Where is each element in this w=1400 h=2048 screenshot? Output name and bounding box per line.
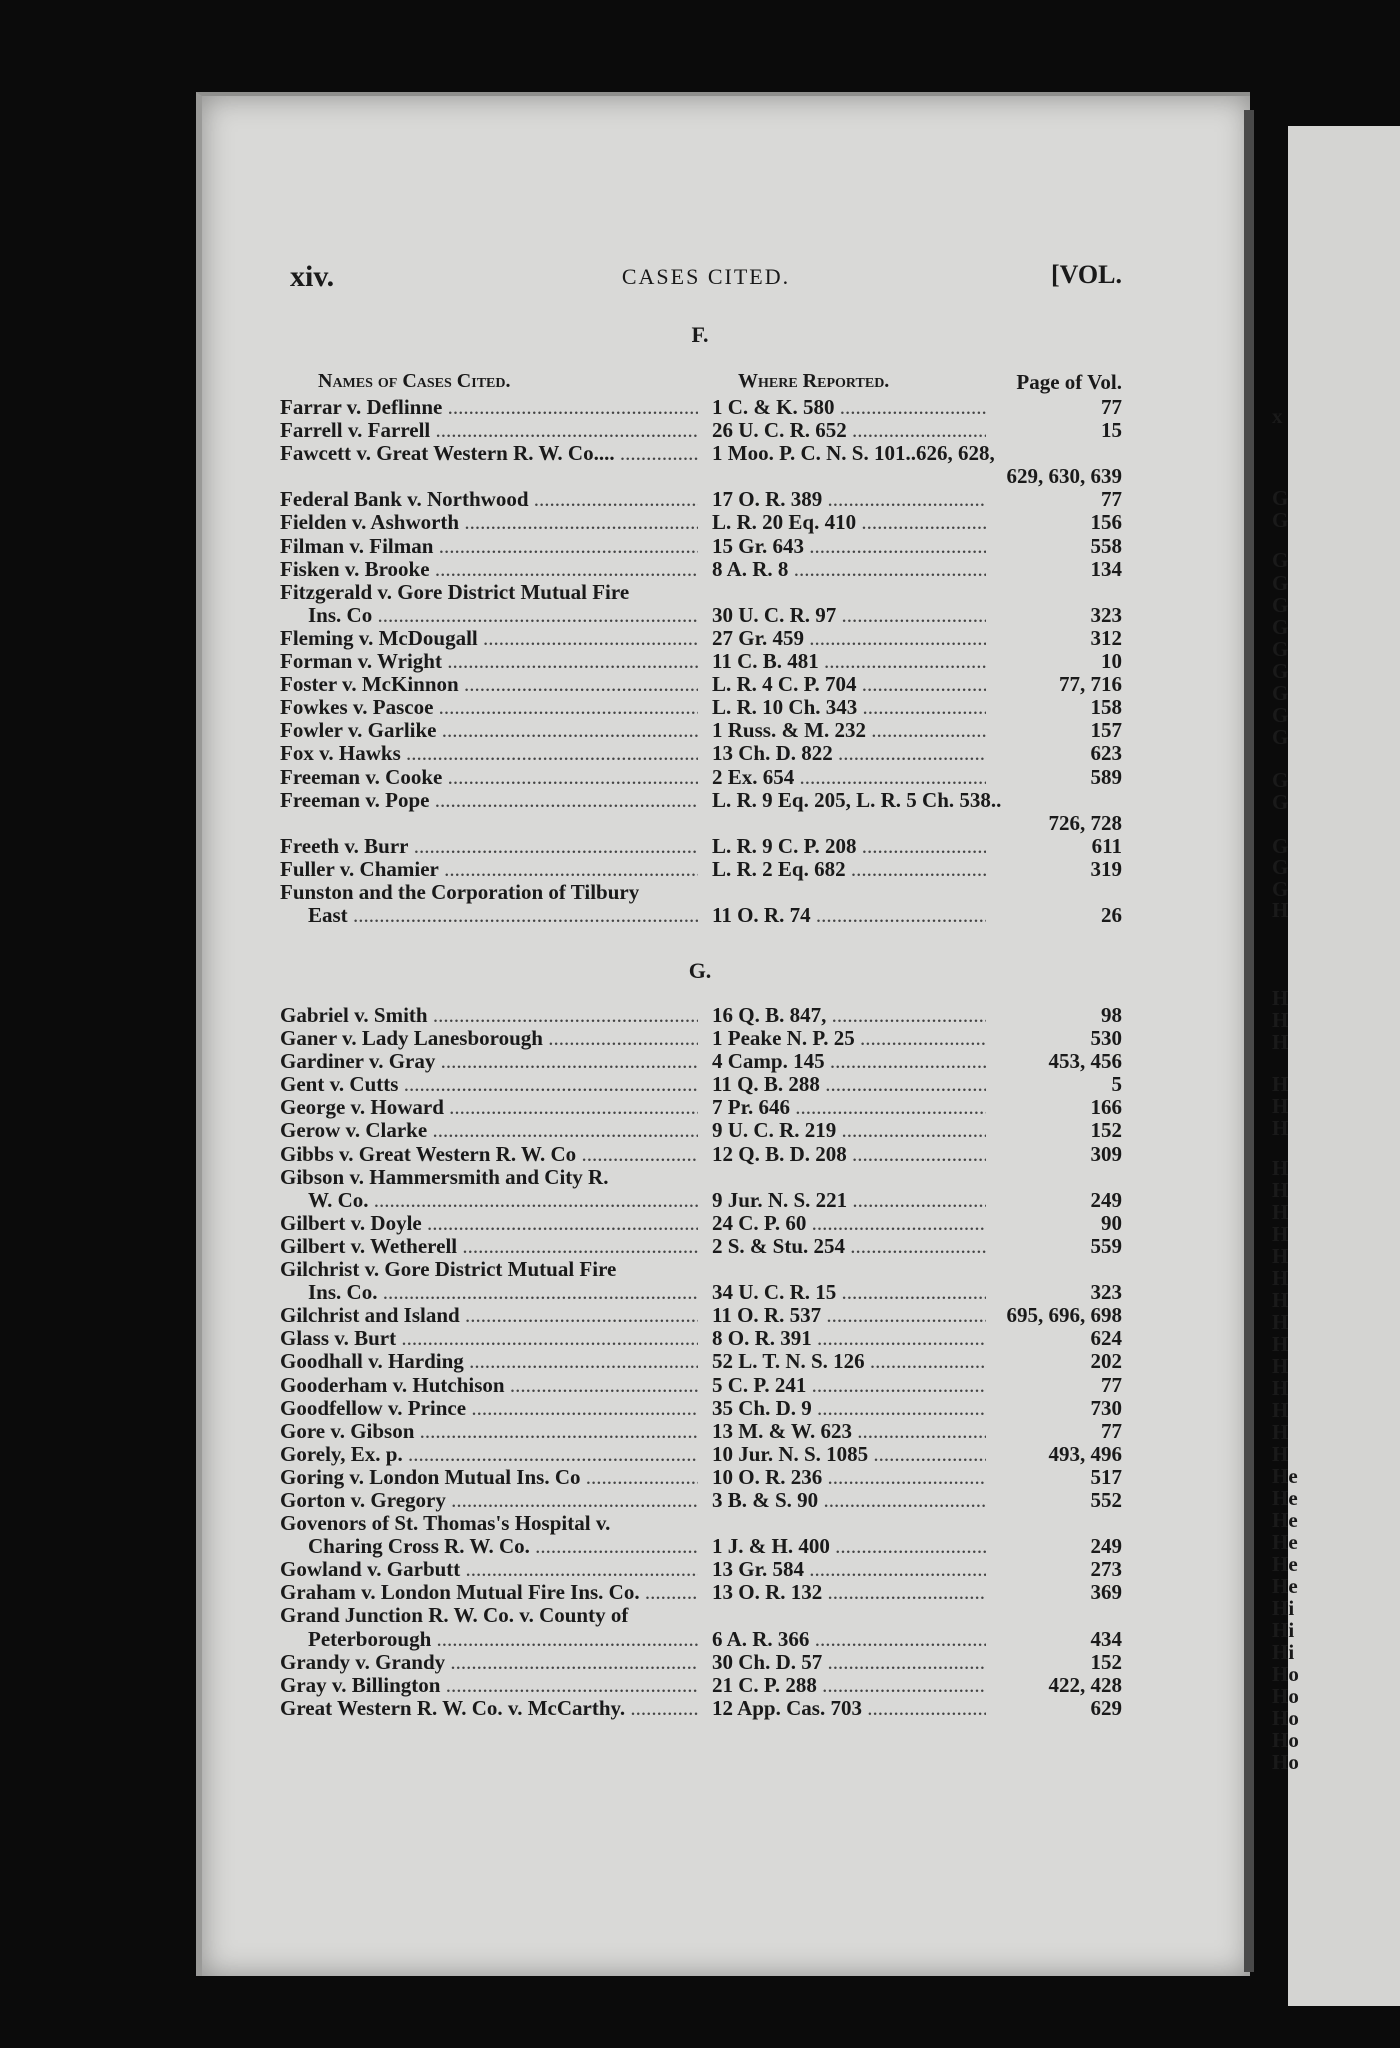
case-name: Gowland v. Garbutt ..... bbox=[280, 1558, 698, 1581]
column-header-names: Names of Cases Cited. bbox=[318, 370, 511, 392]
case-page-ref: 589 bbox=[986, 766, 1122, 789]
case-reported-in: 13 Gr. 584 ..... bbox=[712, 1558, 1062, 1581]
case-reported-in: 11 O. R. 74 ..... bbox=[712, 904, 1062, 927]
case-page-ref: 157 bbox=[986, 719, 1122, 742]
case-entry bbox=[280, 1628, 1122, 1651]
volume-label: [VOL. bbox=[1051, 260, 1122, 289]
case-reported-in: L. R. 2 Eq. 682 ..... bbox=[712, 858, 1062, 881]
case-reported-in: 3 B. & S. 90 ..... bbox=[712, 1489, 1062, 1512]
adjacent-page-glyph: H bbox=[1272, 1332, 1289, 1356]
case-entry bbox=[280, 419, 1122, 442]
cases-list-f bbox=[280, 396, 1122, 927]
case-reported-in: 12 App. Cas. 703 ..... bbox=[712, 1697, 1062, 1720]
case-page-ref: 5 bbox=[986, 1073, 1122, 1096]
adjacent-page-glyph: G bbox=[1272, 548, 1289, 572]
case-page-ref: 158 bbox=[986, 696, 1122, 719]
case-reported-in: L. R. 20 Eq. 410 ..... bbox=[712, 511, 1062, 534]
case-name: Gabriel v. Smith ..... bbox=[280, 1004, 698, 1027]
case-name: Freeman v. Pope ..... bbox=[280, 789, 698, 812]
case-reported-in: 10 Jur. N. S. 1085 ..... bbox=[712, 1443, 1062, 1466]
case-name: Gore v. Gibson ..... bbox=[280, 1420, 698, 1443]
case-reported-in: 10 O. R. 236 ..... bbox=[712, 1466, 1062, 1489]
case-entry bbox=[280, 858, 1122, 881]
case-page-ref: 558 bbox=[986, 535, 1122, 558]
case-reported-in: 24 C. P. 60 ..... bbox=[712, 1212, 1062, 1235]
case-reported-in: 1 J. & H. 400 ..... bbox=[712, 1535, 1062, 1558]
case-name: Fielden v. Ashworth ..... bbox=[280, 511, 698, 534]
case-reported-in: 1 Peake N. P. 25 ..... bbox=[712, 1027, 1062, 1050]
case-entry bbox=[280, 1512, 1122, 1535]
adjacent-page-glyph: He bbox=[1272, 1574, 1298, 1598]
case-page-ref: 434 bbox=[986, 1628, 1122, 1651]
case-entry bbox=[280, 1674, 1122, 1697]
case-entry bbox=[280, 1558, 1122, 1581]
case-page-ref: 77 bbox=[986, 488, 1122, 511]
case-page-ref: 166 bbox=[986, 1096, 1122, 1119]
case-page-ref: 134 bbox=[986, 558, 1122, 581]
case-name: Ganer v. Lady Lanesborough ..... bbox=[280, 1027, 698, 1050]
adjacent-page-glyph: H bbox=[1272, 1420, 1289, 1444]
case-entry bbox=[280, 1235, 1122, 1258]
case-name: Fowler v. Garlike ..... bbox=[280, 719, 698, 742]
case-page-ref: 10 bbox=[986, 650, 1122, 673]
case-page-ref: 152 bbox=[986, 1651, 1122, 1674]
case-reported-in: 52 L. T. N. S. 126 ..... bbox=[712, 1350, 1062, 1373]
cases-list-g bbox=[280, 1004, 1122, 1720]
case-page-ref: 530 bbox=[986, 1027, 1122, 1050]
adjacent-page-glyph: H bbox=[1272, 898, 1289, 922]
adjacent-page-glyph: H bbox=[1272, 1354, 1289, 1378]
case-name: Farrell v. Farrell ..... bbox=[280, 419, 698, 442]
case-entry bbox=[280, 442, 1122, 465]
case-page-ref: 493, 496 bbox=[986, 1443, 1122, 1466]
case-page-ref: 453, 456 bbox=[986, 1050, 1122, 1073]
page-edge bbox=[1244, 110, 1254, 1972]
case-entry bbox=[280, 1489, 1122, 1512]
case-reported-in: 13 M. & W. 623 ..... bbox=[712, 1420, 1062, 1443]
case-reported-in: 8 O. R. 391 ..... bbox=[712, 1327, 1062, 1350]
adjacent-page-glyph: Ho bbox=[1272, 1750, 1299, 1774]
adjacent-page-glyph: H bbox=[1272, 1178, 1289, 1202]
case-entry bbox=[280, 1466, 1122, 1489]
adjacent-page-glyph: G bbox=[1272, 725, 1289, 749]
case-reported-in: 8 A. R. 8 ..... bbox=[712, 558, 1062, 581]
case-name: Goodfellow v. Prince ..... bbox=[280, 1397, 698, 1420]
adjacent-page-glyph: H bbox=[1272, 1156, 1289, 1180]
case-reported-in: 27 Gr. 459 ..... bbox=[712, 627, 1062, 650]
case-name: Govenors of St. Thomas's Hospital v. bbox=[280, 1512, 611, 1536]
adjacent-page-glyph: Ho bbox=[1272, 1706, 1299, 1730]
case-entry bbox=[280, 789, 1122, 812]
adjacent-page-glyph: He bbox=[1272, 1464, 1298, 1488]
case-reported-in: 7 Pr. 646 ..... bbox=[712, 1096, 1062, 1119]
adjacent-page-glyph: Ho bbox=[1272, 1662, 1299, 1686]
adjacent-page-glyph: H bbox=[1272, 1008, 1289, 1032]
case-page-ref: 77 bbox=[986, 396, 1122, 419]
case-page-ref: 323 bbox=[986, 1281, 1122, 1304]
case-entry bbox=[280, 673, 1122, 696]
case-name: Fisken v. Brooke ..... bbox=[280, 558, 698, 581]
section-letter-g: G. bbox=[688, 958, 712, 983]
adjacent-page-glyph: G bbox=[1272, 593, 1289, 617]
column-header-page: Page of Vol. bbox=[1016, 370, 1122, 394]
case-entry bbox=[280, 511, 1122, 534]
adjacent-page-glyph: Hi bbox=[1272, 1618, 1295, 1642]
case-entry bbox=[280, 1212, 1122, 1235]
case-reported-in: 16 Q. B. 847, ..... bbox=[712, 1004, 1062, 1027]
case-reported-in: 9 Jur. N. S. 221 ..... bbox=[712, 1189, 1062, 1212]
case-name: Freeth v. Burr ..... bbox=[280, 835, 698, 858]
case-name: Funston and the Corporation of Tilbury bbox=[280, 880, 640, 904]
case-name: Ins. Co. ..... bbox=[308, 1281, 698, 1304]
adjacent-page-glyph: H bbox=[1272, 1398, 1289, 1422]
case-entry bbox=[280, 1651, 1122, 1674]
adjacent-page-glyph: Ho bbox=[1272, 1728, 1299, 1752]
case-entry bbox=[280, 1604, 1122, 1627]
case-page-ref: 559 bbox=[986, 1235, 1122, 1258]
case-page-ref: 90 bbox=[986, 1212, 1122, 1235]
case-reported-in: 1 Moo. P. C. N. S. 101..626, 628, bbox=[712, 442, 995, 466]
adjacent-page-glyph: Ho bbox=[1272, 1684, 1299, 1708]
adjacent-page-glyph: He bbox=[1272, 1530, 1298, 1554]
case-reported-in: L. R. 4 C. P. 704 ..... bbox=[712, 673, 1062, 696]
adjacent-page-glyph: G bbox=[1272, 637, 1289, 661]
adjacent-page-glyph: H bbox=[1272, 1376, 1289, 1400]
case-name: Peterborough ..... bbox=[308, 1628, 698, 1651]
section-letter-f: F. bbox=[691, 322, 709, 347]
case-page-ref: 309 bbox=[986, 1143, 1122, 1166]
adjacent-page-glyph: Hi bbox=[1272, 1640, 1295, 1664]
case-entry bbox=[280, 1050, 1122, 1073]
case-entry bbox=[280, 1420, 1122, 1443]
case-page-ref: 369 bbox=[986, 1581, 1122, 1604]
case-page-ref: 323 bbox=[986, 604, 1122, 627]
case-name: East ..... bbox=[308, 904, 698, 927]
case-reported-in: 12 Q. B. D. 208 ..... bbox=[712, 1143, 1062, 1166]
case-reported-in: L. R. 9 C. P. 208 ..... bbox=[712, 835, 1062, 858]
adjacent-page-glyph: H bbox=[1272, 1116, 1289, 1140]
case-name: Goodhall v. Harding ..... bbox=[280, 1350, 698, 1373]
case-reported-in: 26 U. C. R. 652 ..... bbox=[712, 419, 1062, 442]
adjacent-page-glyph: G bbox=[1272, 877, 1289, 901]
case-page-ref: 552 bbox=[986, 1489, 1122, 1512]
case-name: Fitzgerald v. Gore District Mutual Fire bbox=[280, 580, 630, 604]
case-reported-in: 6 A. R. 366 ..... bbox=[712, 1628, 1062, 1651]
case-entry bbox=[280, 1443, 1122, 1466]
case-page-ref: 312 bbox=[986, 627, 1122, 650]
adjacent-page-glyph: H bbox=[1272, 1310, 1289, 1334]
case-name: Glass v. Burt ..... bbox=[280, 1327, 698, 1350]
case-reported-in: 21 C. P. 288 ..... bbox=[712, 1674, 1062, 1697]
adjacent-page-glyph: G bbox=[1272, 615, 1289, 639]
case-entry bbox=[280, 696, 1122, 719]
case-reported-in: 17 O. R. 389 ..... bbox=[712, 488, 1062, 511]
case-entry bbox=[280, 1096, 1122, 1119]
case-entry bbox=[280, 1581, 1122, 1604]
case-reported-in: 5 C. P. 241 ..... bbox=[712, 1374, 1062, 1397]
adjacent-page-glyph: G bbox=[1272, 834, 1289, 858]
case-page-ref: 611 bbox=[986, 835, 1122, 858]
adjacent-page-glyph: H bbox=[1272, 1094, 1289, 1118]
case-name: Goring v. London Mutual Ins. Co ..... bbox=[280, 1466, 698, 1489]
case-page-ref: 77, 716 bbox=[986, 673, 1122, 696]
adjacent-page-glyph: H bbox=[1272, 1442, 1289, 1466]
case-reported-in: 2 Ex. 654 ..... bbox=[712, 766, 1062, 789]
case-page-ref: 422, 428 bbox=[986, 1674, 1122, 1697]
case-reported-in: 1 Russ. & M. 232 ..... bbox=[712, 719, 1062, 742]
case-name: Gilchrist and Island ..... bbox=[280, 1304, 698, 1327]
adjacent-page-glyph: H bbox=[1272, 1030, 1289, 1054]
case-entry bbox=[280, 904, 1122, 927]
case-name: Ins. Co ..... bbox=[308, 604, 698, 627]
case-name: Gray v. Billington ..... bbox=[280, 1674, 698, 1697]
adjacent-page-glyph: G bbox=[1272, 768, 1289, 792]
case-name: Gilbert v. Wetherell ..... bbox=[280, 1235, 698, 1258]
case-entry bbox=[280, 1350, 1122, 1373]
case-entry bbox=[280, 558, 1122, 581]
case-name: Gilbert v. Doyle ..... bbox=[280, 1212, 698, 1235]
adjacent-page-glyph: Hi bbox=[1272, 1596, 1295, 1620]
case-page-ref: 98 bbox=[986, 1004, 1122, 1027]
case-name: Fowkes v. Pascoe ..... bbox=[280, 696, 698, 719]
case-name: Fox v. Hawks ..... bbox=[280, 742, 698, 765]
case-entry bbox=[280, 766, 1122, 789]
case-reported-in: 11 O. R. 537 ..... bbox=[712, 1304, 1062, 1327]
case-page-ref: 517 bbox=[986, 1466, 1122, 1489]
case-entry bbox=[280, 1397, 1122, 1420]
column-header-where: Where Reported. bbox=[738, 370, 890, 392]
adjacent-page-glyph: G bbox=[1272, 659, 1289, 683]
case-name: Fuller v. Chamier ..... bbox=[280, 858, 698, 881]
case-entry bbox=[280, 881, 1122, 904]
page-title: CASES CITED. bbox=[621, 264, 791, 289]
case-name: Gerow v. Clarke ..... bbox=[280, 1119, 698, 1142]
case-name: Gibbs v. Great Western R. W. Co ..... bbox=[280, 1143, 698, 1166]
case-page-ref: 249 bbox=[986, 1535, 1122, 1558]
case-name: Gorton v. Gregory ..... bbox=[280, 1489, 698, 1512]
case-name: Graham v. London Mutual Fire Ins. Co. ..... bbox=[280, 1581, 698, 1604]
case-entry bbox=[280, 742, 1122, 765]
case-name: George v. Howard ..... bbox=[280, 1096, 698, 1119]
adjacent-page-glyph: H bbox=[1272, 1244, 1289, 1268]
case-entry bbox=[280, 627, 1122, 650]
adjacent-page-glyph: G bbox=[1272, 508, 1289, 532]
case-name: Great Western R. W. Co. v. McCarthy. ..... bbox=[280, 1697, 698, 1720]
adjacent-page-glyph: He bbox=[1272, 1552, 1298, 1576]
case-name: Grand Junction R. W. Co. v. County of bbox=[280, 1604, 629, 1628]
adjacent-page-glyph: H bbox=[1272, 1200, 1289, 1224]
case-page-ref: 695, 696, 698 bbox=[986, 1304, 1122, 1327]
case-name: Fleming v. McDougall ..... bbox=[280, 627, 698, 650]
case-reported-in: L. R. 10 Ch. 343 ..... bbox=[712, 696, 1062, 719]
case-reported-in: 2 S. & Stu. 254 ..... bbox=[712, 1235, 1062, 1258]
adjacent-page-glyph: He bbox=[1272, 1486, 1298, 1510]
case-reported-in: 11 C. B. 481 ..... bbox=[712, 650, 1062, 673]
case-entry bbox=[280, 604, 1122, 627]
adjacent-page-glyph: H bbox=[1272, 1266, 1289, 1290]
adjacent-page-glyph: G bbox=[1272, 486, 1289, 510]
adjacent-page-glyph: H bbox=[1272, 1288, 1289, 1312]
case-entry bbox=[280, 1189, 1122, 1212]
page-number: xiv. bbox=[290, 260, 335, 293]
case-name: Forman v. Wright ..... bbox=[280, 650, 698, 673]
case-reported-in: 13 Ch. D. 822 ..... bbox=[712, 742, 1062, 765]
case-reported-in: 34 U. C. R. 15 ..... bbox=[712, 1281, 1062, 1304]
adjacent-page-glyph: G bbox=[1272, 571, 1289, 595]
column-headers bbox=[318, 370, 1122, 398]
case-page-ref: 156 bbox=[986, 511, 1122, 534]
case-entry bbox=[280, 1281, 1122, 1304]
case-entry bbox=[280, 1004, 1122, 1027]
case-page-ref: 624 bbox=[986, 1327, 1122, 1350]
adjacent-page-glyph: G bbox=[1272, 703, 1289, 727]
case-entry bbox=[280, 1374, 1122, 1397]
case-entry bbox=[280, 488, 1122, 511]
case-entry bbox=[280, 1073, 1122, 1096]
case-reported-in: 30 U. C. R. 97 ..... bbox=[712, 604, 1062, 627]
case-name: W. Co. ..... bbox=[308, 1189, 698, 1212]
case-page-ref: 623 bbox=[986, 742, 1122, 765]
case-name: Fawcett v. Great Western R. W. Co.... ..... bbox=[280, 442, 698, 465]
case-reported-in: 1 C. & K. 580 ..... bbox=[712, 396, 1062, 419]
case-page-ref: 726, 728 bbox=[986, 812, 1122, 835]
case-page-ref: 273 bbox=[986, 1558, 1122, 1581]
case-page-ref: 77 bbox=[986, 1374, 1122, 1397]
adjacent-page-fragment bbox=[1272, 126, 1400, 2006]
case-name: Farrar v. Deflinne ..... bbox=[280, 396, 698, 419]
case-entry bbox=[280, 1258, 1122, 1281]
case-reported-in: L. R. 9 Eq. 205, L. R. 5 Ch. 538.. bbox=[712, 788, 1002, 812]
adjacent-page-glyph: G bbox=[1272, 681, 1289, 705]
case-entry bbox=[280, 812, 1122, 835]
case-reported-in: 35 Ch. D. 9 ..... bbox=[712, 1397, 1062, 1420]
case-entry bbox=[280, 650, 1122, 673]
case-page-ref: 249 bbox=[986, 1189, 1122, 1212]
case-name: Gardiner v. Gray ..... bbox=[280, 1050, 698, 1073]
case-entry bbox=[280, 1119, 1122, 1142]
case-entry bbox=[280, 1535, 1122, 1558]
case-page-ref: 629 bbox=[986, 1697, 1122, 1720]
case-name: Grandy v. Grandy ..... bbox=[280, 1651, 698, 1674]
case-entry bbox=[280, 396, 1122, 419]
case-page-ref: 152 bbox=[986, 1119, 1122, 1142]
case-entry bbox=[280, 465, 1122, 488]
case-page-ref: 77 bbox=[986, 1420, 1122, 1443]
case-page-ref: 629, 630, 639 bbox=[986, 465, 1122, 488]
adjacent-page-glyph: H bbox=[1272, 1222, 1289, 1246]
case-entry bbox=[280, 1143, 1122, 1166]
adjacent-page-glyph: G bbox=[1272, 790, 1289, 814]
case-name: Foster v. McKinnon ..... bbox=[280, 673, 698, 696]
case-name: Gorely, Ex. p. ..... bbox=[280, 1443, 698, 1466]
case-name: Freeman v. Cooke ..... bbox=[280, 766, 698, 789]
adjacent-page-glyph: G bbox=[1272, 855, 1289, 879]
case-entry bbox=[280, 535, 1122, 558]
case-entry bbox=[280, 1697, 1122, 1720]
case-entry bbox=[280, 835, 1122, 858]
case-name: Gilchrist v. Gore District Mutual Fire bbox=[280, 1258, 617, 1282]
case-page-ref: 202 bbox=[986, 1350, 1122, 1373]
adjacent-page-glyph: H bbox=[1272, 986, 1289, 1010]
case-entry bbox=[280, 719, 1122, 742]
adjacent-page-glyph: He bbox=[1272, 1508, 1298, 1532]
case-reported-in: 13 O. R. 132 ..... bbox=[712, 1581, 1062, 1604]
case-name: Federal Bank v. Northwood ..... bbox=[280, 488, 698, 511]
case-page-ref: 26 bbox=[986, 904, 1122, 927]
case-name: Gent v. Cutts ..... bbox=[280, 1073, 698, 1096]
case-reported-in: 9 U. C. R. 219 ..... bbox=[712, 1119, 1062, 1142]
case-entry bbox=[280, 581, 1122, 604]
case-name: Gibson v. Hammersmith and City R. bbox=[280, 1165, 609, 1189]
case-reported-in: 15 Gr. 643 ..... bbox=[712, 535, 1062, 558]
case-entry bbox=[280, 1027, 1122, 1050]
running-header bbox=[290, 260, 1122, 292]
case-entry bbox=[280, 1304, 1122, 1327]
case-page-ref: 730 bbox=[986, 1397, 1122, 1420]
case-entry bbox=[280, 1327, 1122, 1350]
case-name: Charing Cross R. W. Co. ..... bbox=[308, 1535, 698, 1558]
adjacent-page-glyph: H bbox=[1272, 1072, 1289, 1096]
case-reported-in: 4 Camp. 145 ..... bbox=[712, 1050, 1062, 1073]
case-name: Gooderham v. Hutchison ..... bbox=[280, 1374, 698, 1397]
case-name: Filman v. Filman ..... bbox=[280, 535, 698, 558]
case-page-ref: 15 bbox=[986, 419, 1122, 442]
adjacent-page-glyph: x bbox=[1272, 404, 1283, 428]
case-page-ref: 319 bbox=[986, 858, 1122, 881]
case-entry bbox=[280, 1166, 1122, 1189]
case-reported-in: 11 Q. B. 288 ..... bbox=[712, 1073, 1062, 1096]
case-reported-in: 30 Ch. D. 57 ..... bbox=[712, 1651, 1062, 1674]
